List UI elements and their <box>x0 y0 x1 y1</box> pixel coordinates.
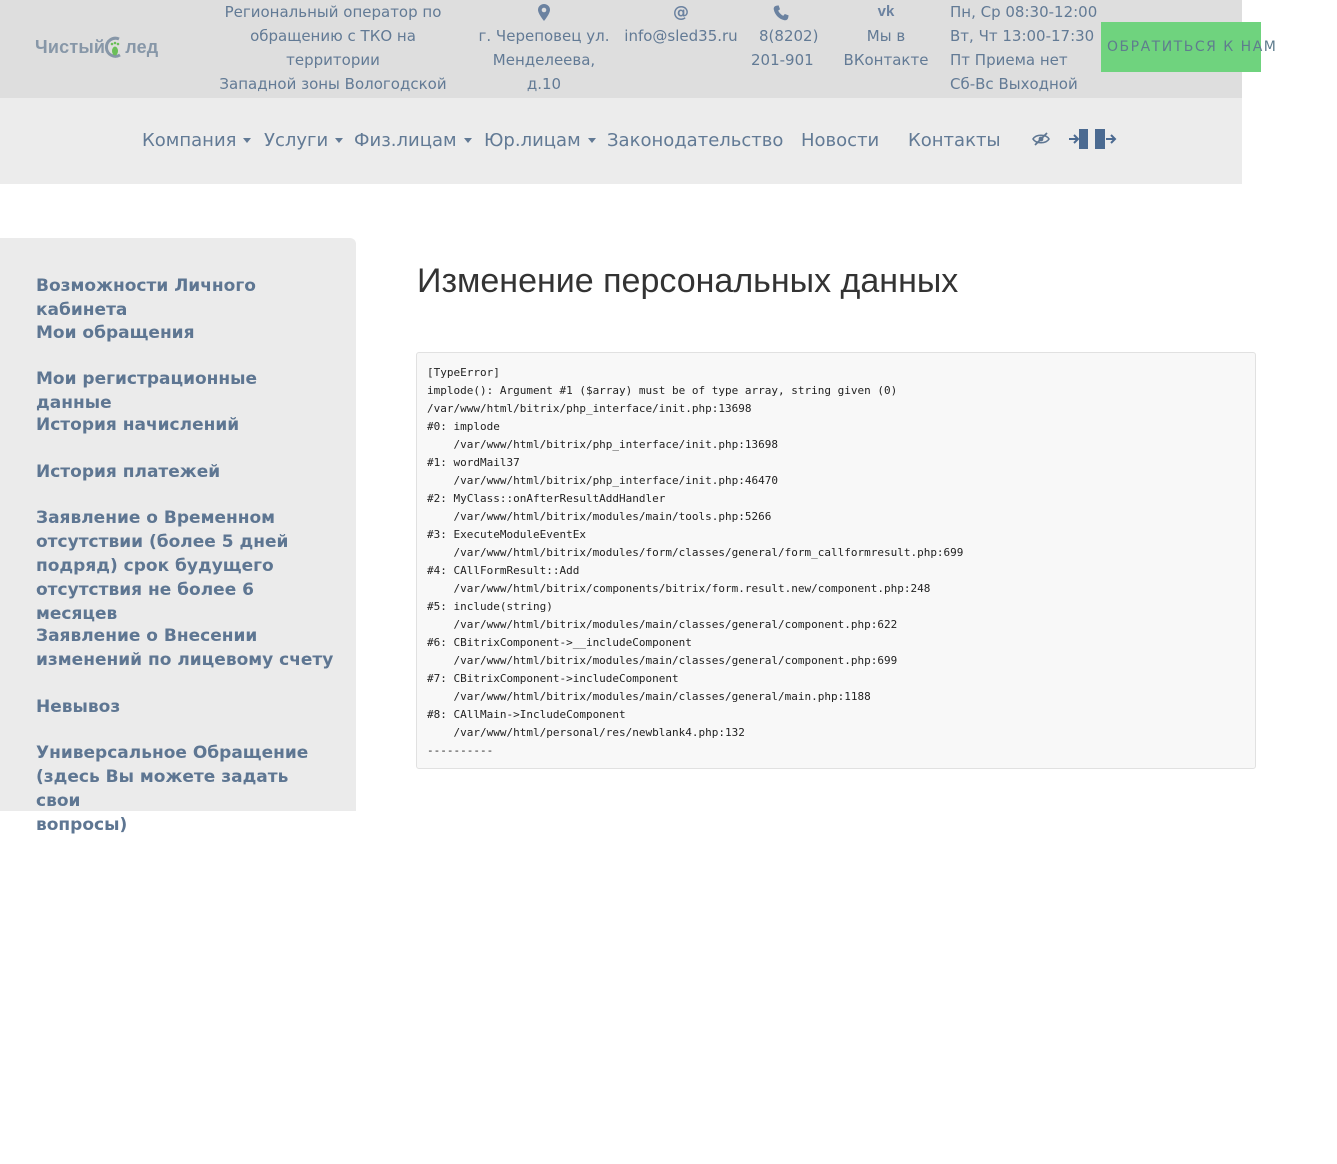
main-nav <box>0 98 1242 184</box>
logo-text-part2: лед <box>125 36 159 57</box>
error-trace-line: #2: MyClass::onAfterResultAddHandler <box>427 492 666 505</box>
top-bar <box>0 0 1278 98</box>
error-trace-line: implode(): Argument #1 ($array) must be of type array, string given (0) <box>427 384 898 397</box>
address-line-2: Менделеева, д.10 <box>492 51 596 93</box>
error-trace-line: /var/www/html/bitrix/modules/main/tools.php:5266 <box>427 510 772 523</box>
login-icon[interactable] <box>1068 128 1090 154</box>
sidebar-item-registration-data[interactable]: Мои регистрационные данные <box>36 369 258 413</box>
error-trace-line: /var/www/html/bitrix/modules/main/classes/general/main.php:1188 <box>427 690 871 703</box>
email-block[interactable] <box>622 0 740 48</box>
page-title: Изменение персональных данных <box>417 262 959 300</box>
working-hours: Пн, Ср 08:30-12:00 Вт, Чт 13:00-17:30 Пт Приема нет Сб-Вс Выходной <box>950 3 1098 93</box>
account-sidebar <box>0 238 356 835</box>
error-trace-line: ---------- <box>427 744 494 757</box>
vk-block[interactable] <box>842 0 930 72</box>
error-trace-line: #6: CBitrixComponent->__includeComponent <box>427 636 692 649</box>
error-trace-line: #1: wordMail37 <box>427 456 520 469</box>
nav-company-dropdown[interactable]: Компания <box>142 129 251 153</box>
sidebar-item-payments-history[interactable]: История платежей <box>36 462 221 482</box>
error-trace-line: /var/www/html/bitrix/modules/form/classes/general/form_callformresult.php:699 <box>427 546 964 559</box>
vk-line-1: Мы в <box>866 27 906 45</box>
error-trace-line: /var/www/html/personal/res/newblank4.php:132 <box>427 726 745 739</box>
phone-icon <box>748 0 814 24</box>
contact-us-button[interactable]: ОБРАТИТЬСЯ К НАМ <box>1101 22 1261 72</box>
error-trace-line: /var/www/html/bitrix/modules/main/classes/general/component.php:699 <box>427 654 898 667</box>
error-trace-line: /var/www/html/bitrix/modules/main/classes/general/component.php:622 <box>427 618 898 631</box>
address-line-1: г. Череповец ул. <box>478 27 610 45</box>
at-icon: @ <box>673 2 689 21</box>
nav-services-dropdown[interactable]: Услуги <box>264 129 343 153</box>
caret-down-icon <box>588 138 596 143</box>
nav-news[interactable]: Новости <box>801 130 880 151</box>
error-trace-line: [TypeError] <box>427 366 500 379</box>
sidebar-item-charges-history[interactable]: История начислений <box>36 415 240 435</box>
vk-icon: vk <box>877 3 895 20</box>
sidebar-item-universal-request[interactable]: Универсальное Обращение (здесь Вы можете задать свои вопросы) <box>36 743 309 835</box>
error-trace-line: #7: CBitrixComponent->includeComponent <box>427 672 679 685</box>
phone-line-1: 8(8202) <box>759 27 819 45</box>
sidebar-item-account-changes[interactable]: Заявление о Внесении изменений по лицевому счету <box>36 626 334 670</box>
nav-legal-entities-dropdown[interactable]: Юр.лицам <box>484 129 596 153</box>
vk-line-2: ВКонтакте <box>843 51 929 69</box>
error-trace-line: /var/www/html/bitrix/php_interface/init.php:46470 <box>427 474 778 487</box>
error-trace-line: #4: CAllFormResult::Add <box>427 564 580 577</box>
sidebar-item-temporary-absence[interactable]: Заявление о Временном отсутствии (более 5 дней подряд) срок будущего отсутствия не более 6 месяцев <box>36 508 289 624</box>
nav-contacts[interactable]: Контакты <box>908 130 1001 151</box>
error-trace-box <box>416 352 1256 769</box>
sidebar-item-my-requests[interactable]: Мои обращения <box>36 323 195 343</box>
email-link[interactable]: info@sled35.ru <box>624 27 738 45</box>
phone-line-2: 201-901 <box>751 51 814 69</box>
foot-logo-icon <box>106 36 124 58</box>
logout-icon[interactable] <box>1094 128 1116 154</box>
operator-description: Региональный оператор по обращению с ТКО на территории Западной зоны Вологодской <box>219 3 447 93</box>
nav-individuals-dropdown[interactable]: Физ.лицам <box>354 129 472 153</box>
eye-slash-icon[interactable] <box>1032 131 1050 150</box>
error-trace-line: #0: implode <box>427 420 500 433</box>
sidebar-item-account-features[interactable]: Возможности Личного кабинета <box>36 276 256 320</box>
error-trace-line: /var/www/html/bitrix/components/bitrix/form.result.new/component.php:248 <box>427 582 931 595</box>
error-trace-line: /var/www/html/bitrix/php_interface/init.php:13698 <box>427 438 778 451</box>
phone-block[interactable] <box>748 0 819 72</box>
address-block[interactable] <box>474 0 614 96</box>
error-trace-line: #5: include(string) <box>427 600 553 613</box>
error-trace <box>417 353 1255 771</box>
error-trace-line: #3: ExecuteModuleEventEx <box>427 528 586 541</box>
logo[interactable] <box>35 36 158 58</box>
caret-down-icon <box>335 138 343 143</box>
caret-down-icon <box>464 138 472 143</box>
nav-legislation[interactable]: Законодательство <box>607 130 784 151</box>
logo-text-part1: Чистый <box>35 36 106 57</box>
caret-down-icon <box>243 138 251 143</box>
sidebar-item-missed-pickup[interactable]: Невывоз <box>36 697 121 717</box>
map-marker-icon <box>474 0 614 24</box>
error-trace-line: #8: CAllMain->IncludeComponent <box>427 708 626 721</box>
error-trace-line: /var/www/html/bitrix/php_interface/init.php:13698 <box>427 402 752 415</box>
